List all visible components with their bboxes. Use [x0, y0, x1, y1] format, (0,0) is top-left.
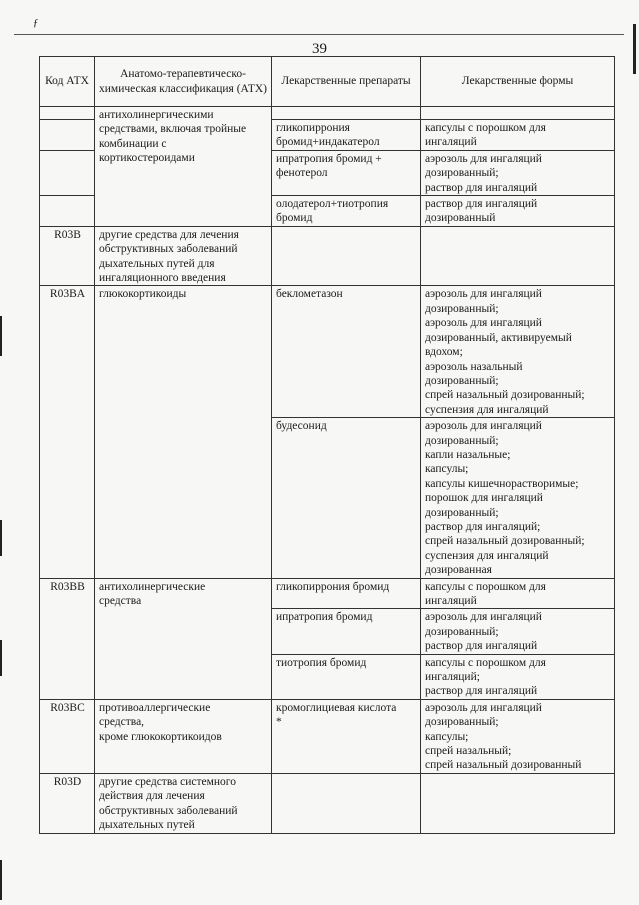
classification-cell [95, 578, 272, 699]
cell-line: действия для лечения [99, 790, 205, 803]
drug-cell [272, 226, 421, 286]
cell-line: спрей назальный; [425, 745, 512, 758]
cell-line: ингаляционного введения [99, 272, 226, 285]
table-row [40, 226, 615, 286]
scan-edge-mark [0, 316, 2, 356]
code-cell [40, 120, 95, 151]
forms-cell [421, 699, 615, 773]
drug-cell [272, 699, 421, 773]
cell-line: аэрозоль для ингаляций [425, 420, 542, 433]
code-cell: R03B [40, 226, 95, 286]
cell-line: капсулы с порошком для [425, 656, 546, 669]
cell-line: суспензия для ингаляций [425, 403, 549, 416]
cell-line: олодатерол+тиотропия [276, 198, 389, 211]
cell-line: обструктивных заболеваний [99, 804, 238, 817]
cell-line: кортикостероидами [99, 152, 195, 165]
cell-line: ипратропия бромид [276, 611, 373, 624]
cell-line: раствор для ингаляций [425, 640, 538, 653]
cell-line: капсулы с порошком для [425, 122, 546, 134]
cell-line: дозированный; [425, 434, 499, 447]
forms-cell [421, 150, 615, 195]
table-row [40, 107, 615, 120]
cell-line: другие средства системного [99, 775, 236, 788]
classification-cell [95, 773, 272, 833]
drug-cell [272, 418, 421, 578]
cell-line: другие средства для лечения [99, 228, 239, 241]
cell-line: кроме глюкокортикоидов [99, 730, 222, 743]
table-row [40, 578, 615, 609]
cell-line: спрей назальный дозированный; [425, 535, 585, 548]
drug-cell [272, 609, 421, 654]
drug-cell [272, 286, 421, 418]
forms-cell [421, 196, 615, 227]
scan-edge-mark [633, 24, 636, 74]
drug-cell [272, 196, 421, 227]
cell-line: кромоглициевая кислота [276, 701, 397, 714]
cell-line: дозированный; [425, 374, 499, 387]
scan-edge-mark [0, 640, 2, 676]
code-cell [40, 150, 95, 195]
cell-line: капсулы; [425, 730, 469, 743]
table-row [40, 773, 615, 833]
code-cell [40, 196, 95, 227]
drug-cell [272, 654, 421, 699]
cell-line: бромид+индакатерол [276, 136, 380, 149]
cell-line: средства, [99, 716, 145, 729]
cell-line: дозированный [425, 212, 496, 225]
cell-line: раствор для ингаляций [425, 685, 538, 698]
forms-cell [421, 418, 615, 578]
cell-line: аэрозоль для ингаляций [425, 288, 542, 301]
code-cell: R03D [40, 773, 95, 833]
cell-line: вдохом; [425, 346, 463, 359]
cell-line: бромид [276, 212, 313, 225]
top-corner-mark: ƒ [33, 17, 39, 29]
cell-line: * [276, 716, 282, 729]
cell-line: раствор для ингаляций [425, 181, 538, 194]
forms-cell [421, 226, 615, 286]
cell-line: раствор для ингаляций; [425, 520, 541, 533]
cell-line: аэрозоль для ингаляций [425, 701, 542, 714]
drug-cell [272, 120, 421, 151]
page-number: 39 [312, 41, 327, 57]
cell-line: капсулы кишечнорастворимые; [425, 477, 579, 490]
table-row [40, 699, 615, 773]
drug-cell [272, 150, 421, 195]
cell-line: спрей назальный дозированный [425, 759, 582, 772]
forms-cell [421, 654, 615, 699]
cell-line: противоаллергические [99, 701, 211, 714]
table-header-row [40, 57, 615, 107]
drug-cell [272, 107, 421, 120]
scan-edge-mark [0, 520, 2, 556]
header-code: Код АТХ [40, 57, 95, 107]
code-cell [40, 107, 95, 120]
cell-line: глюкокортикоиды [99, 288, 187, 301]
cell-line: дозированная [425, 564, 492, 577]
cell-line: капсулы; [425, 463, 469, 476]
cell-line: раствор для ингаляций [425, 198, 538, 211]
cell-line: капли назальные; [425, 448, 511, 461]
cell-line: ипратропия бромид + [276, 152, 382, 165]
header-drugs: Лекарственные препараты [272, 57, 421, 107]
forms-cell [421, 107, 615, 120]
cell-line: гликопиррония бромид [276, 580, 390, 593]
cell-line: антихолинергические [99, 580, 206, 593]
cell-line: спрей назальный дозированный; [425, 389, 585, 402]
top-rule [14, 34, 624, 35]
cell-line: ингаляций; [425, 671, 480, 684]
cell-line: ингаляций [425, 595, 477, 607]
cell-line: средствами, включая тройные [99, 123, 247, 136]
forms-cell [421, 286, 615, 418]
drug-cell [272, 773, 421, 833]
cell-line: дозированный; [425, 167, 499, 180]
cell-line: дозированный; [425, 625, 499, 638]
cell-line: аэрозоль назальный [425, 360, 523, 373]
classification-cell [95, 699, 272, 773]
table-body [40, 107, 615, 834]
cell-line: аэрозоль для ингаляций [425, 152, 542, 165]
forms-cell [421, 120, 615, 151]
forms-cell [421, 609, 615, 654]
classification-cell [95, 286, 272, 578]
cell-line: тиотропия бромид [276, 656, 367, 669]
classification-cell [95, 107, 272, 227]
cell-line: дыхательных путей [99, 819, 195, 832]
code-cell: R03BA [40, 286, 95, 578]
cell-line: аэрозоль для ингаляций [425, 317, 542, 330]
cell-line: гликопиррония [276, 122, 350, 134]
cell-line: дозированный; [425, 302, 499, 315]
cell-line: антихолинергическими [99, 109, 214, 121]
cell-line: ингаляций [425, 136, 477, 149]
scan-edge-mark [0, 860, 2, 900]
cell-line: суспензия для ингаляций [425, 549, 549, 562]
cell-line: дыхательных путей для [99, 257, 215, 270]
forms-cell [421, 773, 615, 833]
cell-line: обструктивных заболеваний [99, 243, 238, 256]
cell-line: аэрозоль для ингаляций [425, 611, 542, 624]
cell-line: дозированный; [425, 716, 499, 729]
cell-line: беклометазон [276, 288, 343, 301]
header-forms: Лекарственные формы [421, 57, 615, 107]
forms-cell [421, 578, 615, 609]
table-row [40, 286, 615, 418]
cell-line: фенотерол [276, 167, 328, 180]
cell-line: будесонид [276, 420, 327, 433]
cell-line: средства [99, 595, 142, 607]
code-cell: R03BC [40, 699, 95, 773]
atx-classification-table [39, 56, 615, 834]
cell-line: порошок для ингаляций [425, 492, 543, 505]
cell-line: комбинации с [99, 137, 167, 150]
cell-line: капсулы с порошком для [425, 580, 546, 593]
code-cell: R03BB [40, 578, 95, 699]
drug-cell [272, 578, 421, 609]
cell-line: дозированный, активируемый [425, 331, 572, 344]
header-classification: Анатомо-терапевтическо-химическая классификация (АТХ) [95, 57, 272, 107]
cell-line: дозированный; [425, 506, 499, 519]
classification-cell [95, 226, 272, 286]
